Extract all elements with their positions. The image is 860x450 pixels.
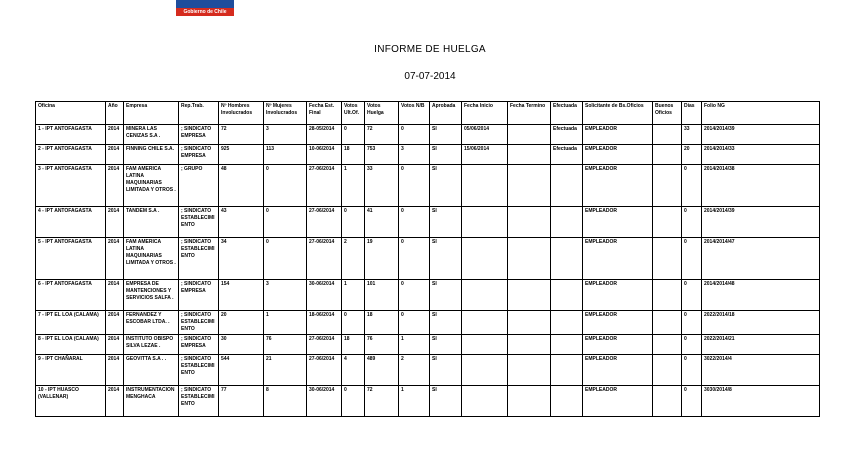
column-header: Aprobada <box>430 102 462 125</box>
table-cell: 1 <box>399 335 430 355</box>
table-cell: 0 <box>682 335 702 355</box>
table-cell <box>462 386 508 417</box>
column-header: Votos N/B <box>399 102 430 125</box>
column-header: Empresa <box>124 102 179 125</box>
table-cell: 0 <box>342 386 365 417</box>
table-cell: 05/06/2014 <box>462 125 508 145</box>
table-cell: 2014 <box>106 165 124 207</box>
table-cell: 30-06/2014 <box>307 280 342 311</box>
table-cell: 2014 <box>106 335 124 355</box>
table-header-row <box>36 102 820 125</box>
logo-text: Gobierno de Chile <box>183 9 227 15</box>
table-cell: 2014 <box>106 311 124 335</box>
table-cell: 72 <box>219 125 264 145</box>
table-cell: 154 <box>219 280 264 311</box>
table-cell <box>653 145 682 165</box>
table-cell: 0 <box>399 311 430 335</box>
table-cell: 925 <box>219 145 264 165</box>
column-header: Votos Ult.Of. <box>342 102 365 125</box>
table-cell: 43 <box>219 207 264 238</box>
table-cell: FINNING CHILE S.A. <box>124 145 179 165</box>
table-cell: 2014/2014/48 <box>702 280 820 311</box>
table-cell: 7 - IPT EL LOA (CALAMA) <box>36 311 106 335</box>
table-cell: 0 <box>682 355 702 386</box>
table-cell: 0 <box>399 165 430 207</box>
table-cell: 10 - IPT HUASCO (VALLENAR) <box>36 386 106 417</box>
table-cell <box>653 238 682 280</box>
table-row <box>36 145 820 165</box>
table-cell <box>508 125 551 145</box>
table-cell: ; SINDICATO ESTABLECIMIENTO <box>179 238 219 280</box>
table-cell <box>508 207 551 238</box>
table-cell: EMPLEADOR <box>583 355 653 386</box>
column-header: Fecha Inicio <box>462 102 508 125</box>
table-cell: 0 <box>264 238 307 280</box>
gobierno-logo <box>176 0 234 16</box>
table-cell <box>462 238 508 280</box>
table-cell <box>653 280 682 311</box>
column-header: Votos Huelga <box>365 102 399 125</box>
table-cell: 27-06/2014 <box>307 335 342 355</box>
table-cell <box>462 280 508 311</box>
table-cell <box>551 311 583 335</box>
report-title: INFORME DE HUELGA <box>374 44 486 55</box>
table-cell: MINERA LAS CENIZAS S.A . <box>124 125 179 145</box>
table-cell <box>508 355 551 386</box>
table-cell: SI <box>430 386 462 417</box>
table-cell: EMPLEADOR <box>583 207 653 238</box>
table-row <box>36 386 820 417</box>
table-row <box>36 335 820 355</box>
table-cell: 113 <box>264 145 307 165</box>
table-cell: 28-05/2014 <box>307 125 342 145</box>
table-cell: 33 <box>365 165 399 207</box>
table-cell <box>551 238 583 280</box>
table-cell: 0 <box>399 238 430 280</box>
table-cell: 2014 <box>106 280 124 311</box>
table-cell: SI <box>430 355 462 386</box>
table-cell: 72 <box>365 386 399 417</box>
table-cell: 2014 <box>106 125 124 145</box>
table-cell <box>551 280 583 311</box>
logo-blue-band <box>176 0 234 8</box>
table-cell <box>508 280 551 311</box>
table-cell: 20 <box>219 311 264 335</box>
table-cell: 0 <box>399 280 430 311</box>
table-cell <box>551 386 583 417</box>
table-cell: ; SINDICATO ESTABLECIMIENTO <box>179 386 219 417</box>
table-cell: 2014 <box>106 238 124 280</box>
table-cell: EMPLEADOR <box>583 165 653 207</box>
table-cell: ; SINDICATO EMPRESA <box>179 125 219 145</box>
table-cell: 2022/2014/21 <box>702 335 820 355</box>
table-cell <box>653 335 682 355</box>
column-header: Año <box>106 102 124 125</box>
table-row <box>36 355 820 386</box>
table-cell: SI <box>430 165 462 207</box>
table-cell <box>462 207 508 238</box>
table-cell: 19 <box>365 238 399 280</box>
table-cell <box>653 311 682 335</box>
table-cell <box>508 386 551 417</box>
report-date: 07-07-2014 <box>404 71 456 82</box>
table-cell: 0 <box>342 207 365 238</box>
table-cell: EMPLEADOR <box>583 280 653 311</box>
table-row <box>36 311 820 335</box>
table-cell <box>508 165 551 207</box>
table-cell: 2 <box>399 355 430 386</box>
table-cell: ; SINDICATO ESTABLECIMIENTO <box>179 355 219 386</box>
column-header: Nº Hombres Involucrados <box>219 102 264 125</box>
table-cell: 48 <box>219 165 264 207</box>
table-cell: 20 <box>682 145 702 165</box>
table-cell: 33 <box>682 125 702 145</box>
table-cell: SI <box>430 280 462 311</box>
table-cell: SI <box>430 335 462 355</box>
table-cell <box>551 207 583 238</box>
table-cell: 0 <box>342 125 365 145</box>
table-cell: 4 - IPT ANTOFAGASTA <box>36 207 106 238</box>
table-cell: EMPLEADOR <box>583 311 653 335</box>
column-header: Fecha Termino <box>508 102 551 125</box>
table-cell: 41 <box>365 207 399 238</box>
table-cell: 6 - IPT ANTOFAGASTA <box>36 280 106 311</box>
table-cell: 1 <box>264 311 307 335</box>
table-cell: EMPRESA DE MANTENCIONES Y SERVICIOS SALFA . <box>124 280 179 311</box>
table-cell: Efectuada <box>551 145 583 165</box>
table-cell <box>551 165 583 207</box>
table-cell: FAM AMERICA LATINA MAQUINARIAS LIMITADA Y OTROS . <box>124 165 179 207</box>
table-cell: EMPLEADOR <box>583 238 653 280</box>
table-cell <box>462 165 508 207</box>
table-cell: Efectuada <box>551 125 583 145</box>
table-cell: 544 <box>219 355 264 386</box>
table-cell: ; SINDICATO EMPRESA <box>179 335 219 355</box>
table-cell: 753 <box>365 145 399 165</box>
table-cell: 0 <box>264 207 307 238</box>
column-header: Solicitante de Bs.Oficios <box>583 102 653 125</box>
table-cell: 76 <box>264 335 307 355</box>
table-cell: 2014/2014/39 <box>702 125 820 145</box>
table-cell <box>508 311 551 335</box>
table-cell: EMPLEADOR <box>583 386 653 417</box>
table-cell: 2 <box>342 238 365 280</box>
table-cell: 2014/2014/38 <box>702 165 820 207</box>
table-cell: 3022/2014/4 <box>702 355 820 386</box>
table-cell: FERNANDEZ Y ESCOBAR LTDA. . <box>124 311 179 335</box>
table-cell: 77 <box>219 386 264 417</box>
table-cell <box>462 311 508 335</box>
table-cell: 0 <box>264 165 307 207</box>
table-cell: 18 <box>342 335 365 355</box>
table-cell <box>462 355 508 386</box>
table-cell: 2 - IPT ANTOFAGASTA <box>36 145 106 165</box>
table-cell: ; SINDICATO ESTABLECIMIENTO <box>179 207 219 238</box>
table-cell <box>653 386 682 417</box>
table-cell: 34 <box>219 238 264 280</box>
table-cell: INSTITUTO OBISPO SILVA LEZAE . <box>124 335 179 355</box>
table-cell: 1 - IPT ANTOFAGASTA <box>36 125 106 145</box>
table-cell: ; GRUPO <box>179 165 219 207</box>
table-cell: 76 <box>365 335 399 355</box>
table-cell: 3 - IPT ANTOFAGASTA <box>36 165 106 207</box>
table-cell: 18 <box>342 145 365 165</box>
table-cell: 2014 <box>106 145 124 165</box>
table-cell: EMPLEADOR <box>583 335 653 355</box>
table-cell: 27-06/2014 <box>307 238 342 280</box>
table-cell: FAM AMERICA LATINA MAQUINARIAS LIMITADA Y OTROS . <box>124 238 179 280</box>
table-cell: SI <box>430 125 462 145</box>
table-cell: 5 - IPT ANTOFAGASTA <box>36 238 106 280</box>
table-cell: 2014 <box>106 355 124 386</box>
table-cell: INSTRUMENTACION MENGHACA <box>124 386 179 417</box>
table-cell: ; SINDICATO EMPRESA <box>179 280 219 311</box>
table-cell: 9 - IPT CHAÑARAL <box>36 355 106 386</box>
table-cell: SI <box>430 207 462 238</box>
table-cell: 0 <box>682 238 702 280</box>
column-header: Oficina <box>36 102 106 125</box>
table-cell: 8 - IPT EL LOA (CALAMA) <box>36 335 106 355</box>
column-header: Folio NG <box>702 102 820 125</box>
table-cell: 0 <box>682 165 702 207</box>
table-cell: 1 <box>399 386 430 417</box>
table-cell <box>653 207 682 238</box>
table-cell <box>653 125 682 145</box>
strike-report-table <box>35 101 820 417</box>
table-row <box>36 125 820 145</box>
table-cell: GEOVITTA S.A . . <box>124 355 179 386</box>
table-cell: 101 <box>365 280 399 311</box>
table-cell <box>508 335 551 355</box>
table-cell: ; SINDICATO EMPRESA <box>179 145 219 165</box>
table-cell: ; SINDICATO ESTABLECIMIENTO <box>179 311 219 335</box>
table-cell: 15/06/2014 <box>462 145 508 165</box>
table-cell: 1 <box>342 165 365 207</box>
table-cell: 0 <box>682 386 702 417</box>
table-cell: 2014 <box>106 386 124 417</box>
column-header: Nº Mujeres Involucrados <box>264 102 307 125</box>
table-cell: 3 <box>399 145 430 165</box>
table-cell <box>462 335 508 355</box>
table-cell: 2014/2014/33 <box>702 145 820 165</box>
table-cell <box>551 355 583 386</box>
table-cell: 0 <box>682 280 702 311</box>
table-cell <box>653 165 682 207</box>
table-cell: 27-06/2014 <box>307 165 342 207</box>
column-header: Efectuada <box>551 102 583 125</box>
table-cell: TANDEM S.A . <box>124 207 179 238</box>
column-header: Rep.Trab. <box>179 102 219 125</box>
table-cell: 4 <box>342 355 365 386</box>
table-cell: 489 <box>365 355 399 386</box>
table-cell: 27-06/2014 <box>307 207 342 238</box>
table-cell: SI <box>430 238 462 280</box>
table-cell: 18-06/2014 <box>307 311 342 335</box>
table-cell: 0 <box>682 207 702 238</box>
table-cell: 0 <box>682 311 702 335</box>
table-cell: 2022/2014/18 <box>702 311 820 335</box>
table-cell: EMPLEADOR <box>583 145 653 165</box>
table-cell: 21 <box>264 355 307 386</box>
table-cell: SI <box>430 145 462 165</box>
table-cell: 30-06/2014 <box>307 386 342 417</box>
table-row <box>36 207 820 238</box>
table-cell: 2014 <box>106 207 124 238</box>
table-cell: 72 <box>365 125 399 145</box>
table-cell <box>508 238 551 280</box>
table-cell: 0 <box>342 311 365 335</box>
column-header: Buenos Oficios <box>653 102 682 125</box>
column-header: Días <box>682 102 702 125</box>
table-cell <box>653 355 682 386</box>
table-cell: 1 <box>342 280 365 311</box>
table-cell <box>551 335 583 355</box>
table-cell: 30 <box>219 335 264 355</box>
table-cell: 3030/2014/8 <box>702 386 820 417</box>
table-cell: 2014/2014/39 <box>702 207 820 238</box>
table-cell: 3 <box>264 125 307 145</box>
table-row <box>36 238 820 280</box>
table-body <box>36 125 820 417</box>
table-cell: 2014/2014/47 <box>702 238 820 280</box>
column-header: Fecha Est. Final <box>307 102 342 125</box>
table-cell <box>508 145 551 165</box>
table-cell: 3 <box>264 280 307 311</box>
table-cell: 0 <box>399 207 430 238</box>
table-cell: EMPLEADOR <box>583 125 653 145</box>
table-cell: SI <box>430 311 462 335</box>
table-cell: 0 <box>399 125 430 145</box>
table-cell: 10-06/2014 <box>307 145 342 165</box>
table-cell: 18 <box>365 311 399 335</box>
table-cell: 8 <box>264 386 307 417</box>
table-row <box>36 280 820 311</box>
table-row <box>36 165 820 207</box>
table-cell: 27-06/2014 <box>307 355 342 386</box>
